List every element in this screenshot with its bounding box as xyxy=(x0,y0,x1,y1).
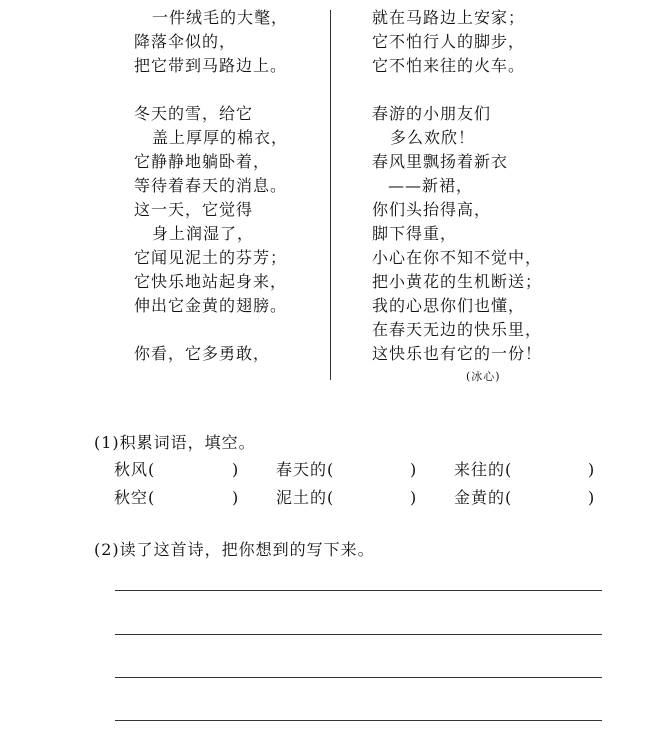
poem-line: 它快乐地站起身来， xyxy=(134,272,288,291)
close-paren: ) xyxy=(232,488,239,507)
answer-line[interactable] xyxy=(115,720,602,721)
poem-line: 就在马路边上安家； xyxy=(372,8,526,27)
close-paren: ) xyxy=(410,488,417,507)
fill-blank-item[interactable]: 秋风( xyxy=(114,460,156,479)
question-2-prompt: (2)读了这首诗，把你想到的写下来。 xyxy=(94,540,375,559)
poem-line: 小心在你不知不觉中， xyxy=(372,248,543,267)
fill-blank-item[interactable]: 金黄的( xyxy=(454,488,513,507)
fill-blank-row-1 xyxy=(114,458,614,484)
stanza-gap xyxy=(134,78,314,102)
close-paren: ) xyxy=(588,488,595,507)
close-paren: ) xyxy=(410,460,417,479)
poem-line: 一件绒毛的大氅， xyxy=(152,8,289,27)
poem-line: 等待着春天的消息。 xyxy=(134,176,288,195)
poem-left-column xyxy=(134,6,314,366)
fill-blank-row-2 xyxy=(114,486,614,512)
close-paren: ) xyxy=(232,460,239,479)
fill-blank-item[interactable]: 泥土的( xyxy=(276,488,335,507)
answer-line[interactable] xyxy=(115,590,602,591)
poem-line: 冬天的雪，给它 xyxy=(134,104,254,123)
poem-line: 盖上厚厚的棉衣， xyxy=(152,128,289,147)
stanza-gap xyxy=(134,318,314,342)
question-1-prompt: (1)积累词语，填空。 xyxy=(94,433,256,452)
poem-line: 身上润湿了， xyxy=(152,224,255,243)
poem-line: 你看，它多勇敢， xyxy=(134,344,271,363)
close-paren: ) xyxy=(588,460,595,479)
poem-line: ——新裙， xyxy=(388,176,474,195)
poem-line: 多么欢欣！ xyxy=(390,128,476,147)
poem-line: 它不怕来往的火车。 xyxy=(372,56,526,75)
fill-blank-item[interactable]: 春天的( xyxy=(276,460,335,479)
poem-line: 把小黄花的生机断送； xyxy=(372,272,543,291)
poem-line: 春游的小朋友们 xyxy=(372,104,492,123)
poem-line: 你们头抬得高， xyxy=(372,200,492,219)
poem-line: 这快乐也有它的一份！ xyxy=(372,344,543,363)
poem-line: 在春天无边的快乐里， xyxy=(372,320,543,339)
fill-blank-item[interactable]: 来往的( xyxy=(454,460,513,479)
poem-right-column xyxy=(372,6,572,366)
poem-author: (冰心) xyxy=(466,370,501,383)
answer-line[interactable] xyxy=(115,677,602,678)
poem-line: 它静静地躺卧着， xyxy=(134,152,271,171)
poem-line: 它闻见泥土的芬芳； xyxy=(134,248,288,267)
poem-line: 我的心思你们也懂， xyxy=(372,296,526,315)
column-divider xyxy=(330,10,331,380)
stanza-gap xyxy=(372,78,572,102)
poem-line: 伸出它金黄的翅膀。 xyxy=(134,296,288,315)
poem-line: 把它带到马路边上。 xyxy=(134,56,288,75)
poem-line: 这一天，它觉得 xyxy=(134,200,254,219)
answer-line[interactable] xyxy=(115,634,602,635)
poem-line: 春风里飘扬着新衣 xyxy=(372,152,509,171)
poem-line: 降落伞似的， xyxy=(134,32,237,51)
fill-blank-item[interactable]: 秋空( xyxy=(114,488,156,507)
poem-line: 它不怕行人的脚步， xyxy=(372,32,526,51)
poem-line: 脚下得重， xyxy=(372,224,458,243)
